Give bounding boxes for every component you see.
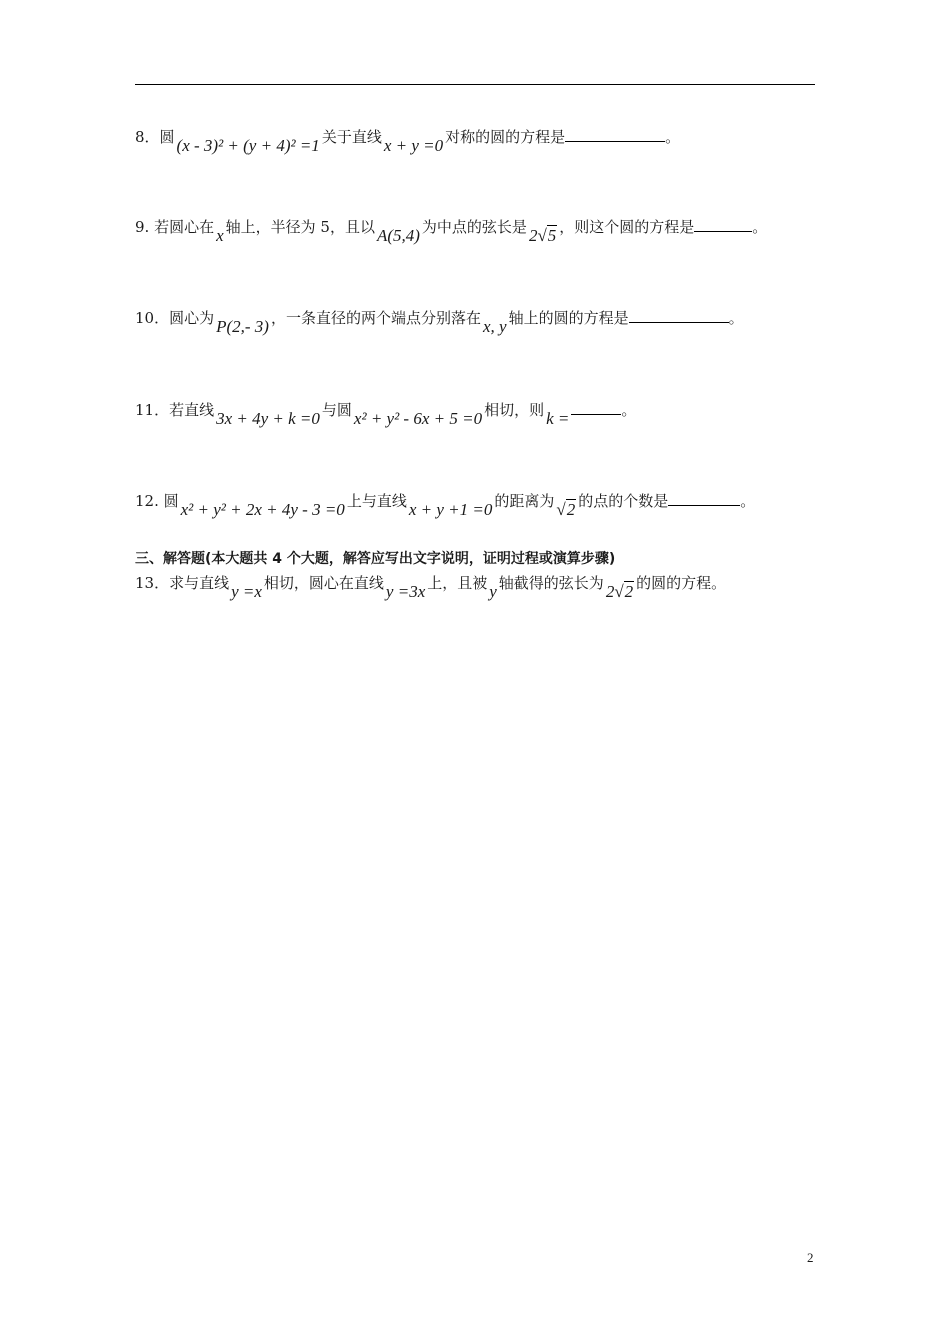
q13-chord-length xyxy=(606,582,634,601)
section-heading: 三、解答题(本大题共 4 个大题，解答应写出文字说明，证明过程或演算步骤) xyxy=(135,551,616,567)
sqrt-icon: √2 xyxy=(556,500,576,519)
q8-circle-equation: (x - 3)² + (y + 4)² =1 xyxy=(176,136,320,155)
q9-coefficient: 2 xyxy=(528,226,538,245)
q8-number: 8．圆 xyxy=(135,128,175,146)
q8-line-equation: x + y =0 xyxy=(383,136,444,155)
q10-axes: x, y xyxy=(482,317,507,336)
q13-number: 13．求与直线 xyxy=(135,574,230,592)
q10-point-p: P(2,- 3) xyxy=(216,317,269,336)
q8-text-2: 对称的圆的方程是 xyxy=(445,128,566,146)
q10-text-2: 轴上的圆的方程是 xyxy=(508,309,629,327)
sqrt-icon: √5 xyxy=(537,226,557,245)
q9-text-1: 轴上，半径为 5，且以 xyxy=(225,218,375,236)
q12-line-equation: x + y +1 =0 xyxy=(408,500,493,519)
q12-text-2: 的距离为 xyxy=(494,492,555,510)
q11-answer-blank[interactable] xyxy=(571,400,621,415)
q9-text-2: 为中点的弦长是 xyxy=(421,218,527,236)
question-12 xyxy=(135,492,756,519)
q10-end: 。 xyxy=(728,309,744,327)
q11-number: 11．若直线 xyxy=(135,401,215,419)
sqrt-icon: √2 xyxy=(614,582,634,601)
q11-line-equation: 3x + 4y + k =0 xyxy=(216,409,320,428)
header-rule xyxy=(135,84,815,85)
q10-number: 10．圆心为 xyxy=(135,309,215,327)
q9-chord-length xyxy=(529,226,557,245)
question-8 xyxy=(135,128,681,155)
q13-text-3: 轴截得的弦长为 xyxy=(498,574,604,592)
q9-end: 。 xyxy=(752,218,768,236)
q12-end: 。 xyxy=(740,492,756,510)
q12-answer-blank[interactable] xyxy=(668,491,740,506)
q12-text-3: 的点的个数是 xyxy=(578,492,669,510)
q13-text-1: 相切，圆心在直线 xyxy=(263,574,384,592)
q10-answer-blank[interactable] xyxy=(629,308,729,323)
q13-coefficient: 2 xyxy=(605,582,615,601)
q8-end: 。 xyxy=(665,128,681,146)
q9-number: 9. 若圆心在 xyxy=(135,218,215,236)
page-number: 2 xyxy=(807,1250,814,1265)
q11-text-2: 相切，则 xyxy=(484,401,545,419)
q12-text-1: 上与直线 xyxy=(346,492,407,510)
q8-answer-blank[interactable] xyxy=(565,127,665,142)
q9-point-a: A(5,4) xyxy=(376,226,420,245)
q12-circle-equation: x² + y² + 2x + 4y - 3 =0 xyxy=(180,500,345,519)
question-13 xyxy=(135,574,727,601)
question-9 xyxy=(135,218,768,245)
q9-answer-blank[interactable] xyxy=(694,217,752,232)
q12-distance xyxy=(556,500,576,519)
q8-text-1: 关于直线 xyxy=(321,128,382,146)
q13-text-2: 上，且被 xyxy=(427,574,488,592)
q12-number: 12. 圆 xyxy=(135,492,179,510)
question-10 xyxy=(135,309,744,336)
q11-end: 。 xyxy=(621,401,637,419)
q9-math-x: x xyxy=(216,226,224,245)
q13-line-equation: y =x xyxy=(231,582,262,601)
q13-text-4: 的圆的方程。 xyxy=(636,574,727,592)
question-11 xyxy=(135,401,637,428)
q9-text-3: ，则这个圆的方程是 xyxy=(559,218,695,236)
q11-text-1: 与圆 xyxy=(321,401,352,419)
q11-circle-equation: x² + y² - 6x + 5 =0 xyxy=(353,409,483,428)
q11-k-equals: k = xyxy=(546,409,570,428)
q13-center-line: y =3x xyxy=(385,582,426,601)
q13-math-y: y xyxy=(489,582,497,601)
q10-text-1: ，一条直径的两个端点分别落在 xyxy=(270,309,481,327)
